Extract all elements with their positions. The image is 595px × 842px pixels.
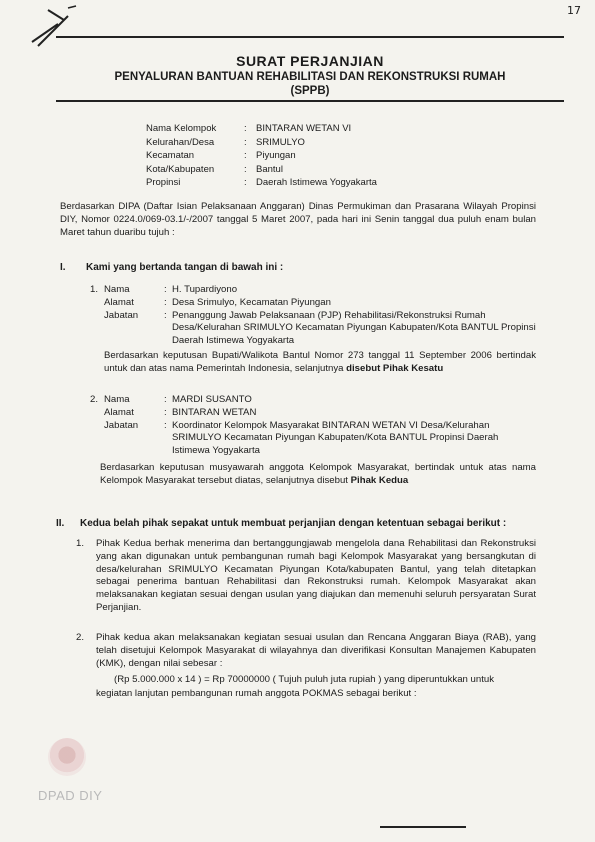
section-heading: Kami yang bertanda tangan di bawah ini : xyxy=(86,262,284,273)
party-address: BINTARAN WETAN xyxy=(172,406,257,418)
document-subtitle: PENYALURAN BANTUAN REHABILITASI DAN REKONSTRUKSI RUMAH xyxy=(114,71,506,83)
group-identity xyxy=(146,122,377,190)
document-code: (SPPB) xyxy=(290,85,330,97)
party-position: Koordinator Kelompok Masyarakat BINTARAN WETAN VI Desa/Kelurahan SRIMULYO Kecamatan Piyungan Kabupaten/Kota BANTUL Propinsi Daerah Istimewa Yogyakarta xyxy=(172,419,499,457)
section-number: II. xyxy=(56,518,65,529)
party-one: 1. Nama : H. Tupardiyono Alamat : Desa Srimulyo, Kecamatan Piyungan Jabatan : Penanggung Jawab Pelaksanaan (PJP) Rehabilitasi/Rekonstruksi Rumah Desa/Kelurahan SRIMULYO Kecamatan Piyungan Kabupaten/Kota BANTUL Propinsi Daerah Istimewa Yogyakarta xyxy=(90,284,536,347)
party-two-basis: Berdasarkan keputusan musyawarah anggota Kelompok Masyarakat, bertindak untuk atas nama Kelompok Masyarakat tersebut diatas, selanjutnya disebut Pihak Kedua xyxy=(100,462,536,486)
party-name: H. Tupardiyono xyxy=(172,284,238,295)
signature-line xyxy=(380,826,466,828)
party-position: Penanggung Jawab Pelaksanaan (PJP) Rehabilitasi/Rekonstruksi Rumah Desa/Kelurahan SRIMULYO Kecamatan Piyungan Kabupaten/Kota BANTUL Propinsi Daerah Istimewa Yogyakarta xyxy=(172,309,536,347)
clause-text: Pihak kedua akan melaksanakan kegiatan sesuai usulan dan Rencana Anggaran Biaya (RAB), yang telah disetujui Kelompok Masyarakat di wilayahnya dan diverifikasi Konsultan Manajemen Kabupaten (KMK), dengan nilai sebesar : xyxy=(96,632,536,669)
identity-row: Kelurahan/Desa : SRIMULYO xyxy=(146,136,305,148)
party-number: 1. xyxy=(90,284,99,295)
clause-text: Pihak Kedua berhak menerima dan bertanggungjawab mengelola dana Rehabilitasi dan Rekonstruksi yang akan digunakan untuk pembangunan rumah bagi Kelompok Masyarakat yang bersangkutan di desa/kelurahan SRIMULYO Kecamatan Piyungan Kota/kabupaten Bantul, yang telah ditetapkan sebagai penerima bantuan Rehabilitasi dan Rekonstruksi rumah. Kelompok Masyarakat akan melaksanakan kegiatan sesuai dengan usulan yang diajukan dan memenuhi seluruh persyaratan Surat Perjanjian. xyxy=(96,538,536,613)
document-title: SURAT PERJANJIAN xyxy=(236,53,384,69)
archive-watermark: DPAD DIY xyxy=(38,788,103,803)
party-one-basis: Berdasarkan keputusan Bupati/Walikota Bantul Nomor 273 tanggal 11 September 2006 bertindak untuk dan atas nama Pemerintah Indonesia, selanjutnya disebut Pihak Kesatu xyxy=(104,350,536,374)
party-two: 2. Nama : MARDI SUSANTO Alamat : BINTARAN WETAN Jabatan : Koordinator Kelompok Masyarakat BINTARAN WETAN VI Desa/Kelurahan SRIMULYO Kecamatan Piyungan Kabupaten/Kota BANTUL Propinsi Daerah Istimewa Yogyakarta xyxy=(90,394,536,458)
amount-line: (Rp 5.000.000 x 14 ) = Rp 70000000 ( Tujuh puluh juta rupiah ) yang diperuntukkan untuk xyxy=(114,674,495,685)
identity-row: Propinsi : Daerah Istimewa Yogyakarta xyxy=(146,177,377,189)
identity-row: Kecamatan : Piyungan xyxy=(146,150,296,162)
party-name: MARDI SUSANTO xyxy=(172,394,252,405)
amount-continuation: kegiatan lanjutan pembangunan rumah anggota POKMAS sebagai berikut : xyxy=(96,688,417,699)
party-number: 2. xyxy=(90,394,99,405)
section-heading: Kedua belah pihak sepakat untuk membuat perjanjian dengan ketentuan sebagai berikut : xyxy=(80,518,507,529)
clause-number: 1. xyxy=(76,538,85,549)
title-block xyxy=(56,36,564,102)
identity-row: Nama Kelompok : BINTARAN WETAN VI xyxy=(146,123,352,134)
party-address: Desa Srimulyo, Kecamatan Piyungan xyxy=(172,296,331,308)
section-number: I. xyxy=(60,262,66,273)
seal-emblem xyxy=(48,738,86,776)
intro-paragraph: Berdasarkan DIPA (Daftar Isian Pelaksanaan Anggaran) Dinas Permukiman dan Prasarana Wilayah Propinsi DIY, Nomor 0224.0/069-03.1/-/2007 tanggal 5 Maret 2007, pada hari ini Senin tanggal dua puluh enam bulan Maret tahun duaribu tujuh : xyxy=(60,201,536,238)
identity-row: Kota/Kabupaten : Bantul xyxy=(146,163,283,175)
clause-number: 2. xyxy=(76,632,85,643)
page-number: 17 xyxy=(567,4,581,17)
